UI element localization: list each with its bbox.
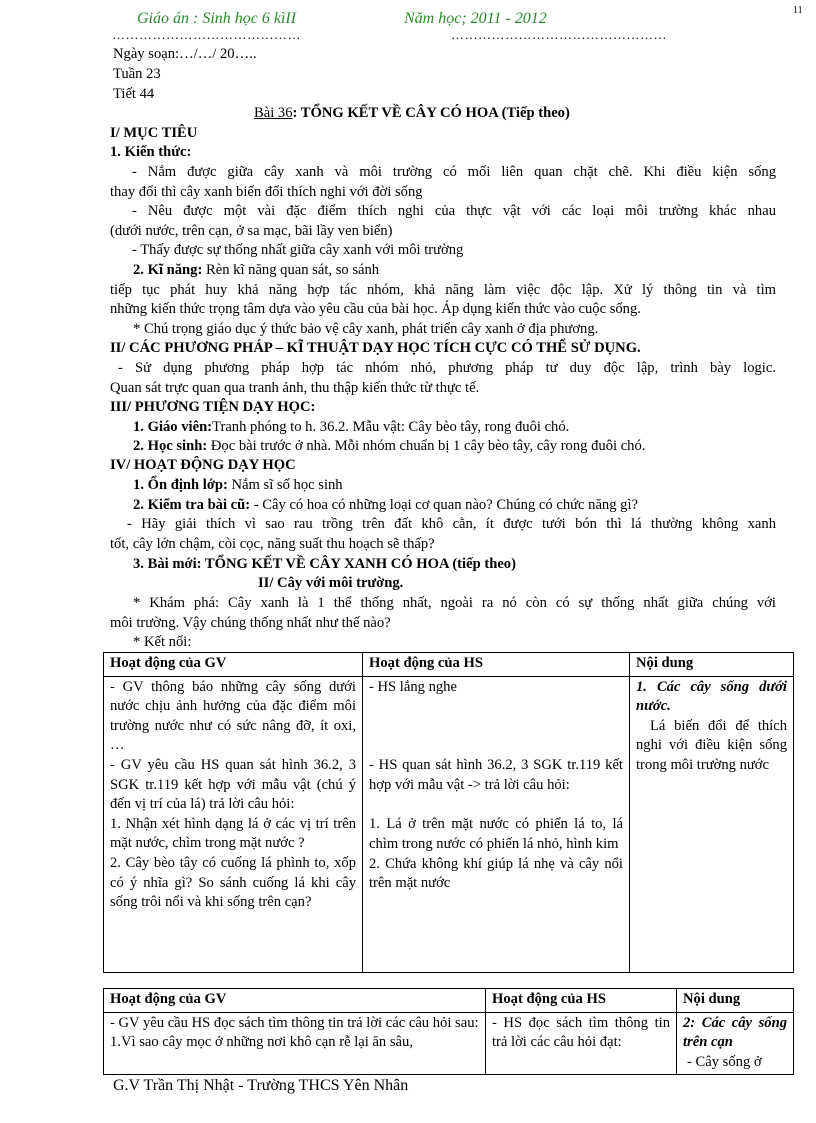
student-activity-item: 2. Chứa không khí giúp lá nhẹ và cây nổi trên mặt nước [369, 855, 623, 892]
teacher-line [133, 418, 569, 438]
class-org-label: 1. Ổn định lớp: [133, 477, 228, 493]
section-4-heading: IV/ HOẠT ĐỘNG DẠY HỌC [110, 457, 296, 473]
teacher-activity-item: 1. Nhận xét hình dạng lá ở các vị trí trên mặt nước, chìm trong mặt nước ? [110, 815, 356, 852]
teacher-activity-cell [104, 1012, 486, 1075]
method-line-1: - Sử dụng phương pháp hợp tác nhóm nhỏ, phương pháp tư duy độc lập, trình bày logic. [118, 360, 776, 376]
skill-2a: tiếp tục phát huy khả năng hợp tác nhóm, khả năng làm việc độc lập. Xử lý thông tin và tìm [110, 282, 776, 298]
teacher-activity-item: 1.Vì sao cây mọc ở những nơi khô cạn rễ lại ăn sâu, [110, 1034, 413, 1051]
check-label: 2. Kiểm tra bài cũ: [133, 497, 251, 513]
teacher-activity-cell [104, 676, 363, 972]
check-2b: tốt, cây lớn chậm, còi cọc, năng suất thu hoạch sẽ thấp? [110, 536, 435, 552]
method-line-2: Quan sát trực quan qua tranh ảnh, thu thập kiến thức từ thực tế. [110, 380, 480, 396]
student-activity-cell [363, 676, 630, 972]
skill-text: Rèn kĩ năng quan sát, so sánh [202, 262, 380, 278]
check-text: - Cây có hoa có những loại cơ quan nào? Chúng có chức năng gì? [250, 497, 639, 513]
student-line [133, 437, 645, 457]
header-dots-left: …………………………………… [112, 27, 301, 42]
student-activity-item: - HS quan sát hình 36.2, 3 SGK tr.119 kết hợp với mẫu vật -> trả lời câu hỏi: [369, 757, 623, 793]
lesson-title-text: : TỔNG KẾT VỀ CÂY CÓ HOA (Tiếp theo) [292, 105, 570, 121]
section-1-heading: I/ MỤC TIÊU [110, 125, 198, 141]
table-header-row [104, 989, 794, 1013]
student-activity-item: - HS đọc sách tìm thông tin trả lời các câu hỏi đạt: [492, 1014, 670, 1051]
lesson-number: Bài 36 [254, 105, 293, 121]
sub-heading: II/ Cây với môi trường. [258, 575, 404, 591]
skill-label: 2. Kĩ năng: [133, 262, 203, 278]
content-cell [630, 676, 794, 972]
knowledge-item-2a: - Nêu được một vài đặc điểm thích nghi của thực vật với các loại môi trường khác nhau [132, 203, 776, 219]
table-header-cell: Hoạt động của GV [104, 989, 486, 1013]
explore-line-a: * Khám phá: Cây xanh là 1 thể thống nhất, ngoài ra nó còn có sự thống nhất giữa chúng với [133, 595, 776, 611]
class-org-text: Nắm sĩ số học sinh [227, 477, 343, 493]
teacher-text: Tranh phóng to h. 36.2. Mẫu vật: Cây bèo tây, rong đuôi chó. [212, 419, 570, 435]
knowledge-item-3: - Thấy được sự thống nhất giữa cây xanh với môi trường [132, 242, 464, 258]
explore-line-b: môi trường. Vậy chúng thống nhất như thế nào? [110, 615, 391, 631]
student-activity-item: 1. Lá ở trên mặt nước có phiến lá to, lá chìm trong nước có phiến lá nhỏ, hình kim [369, 816, 623, 852]
teacher-activity-item: 2. Cây bèo tây có cuống lá phình to, xốp có ý nhĩa gì? So sánh cuống lá khi cây sống trôi nổi và khi sống trên cạn? [110, 854, 356, 911]
knowledge-item-1a: - Nắm được giữa cây xanh và môi trường có mối liên quan chặt chẽ. Khi điều kiện sống [132, 164, 776, 180]
header-subject: Giáo án : Sinh học 6 kìII [137, 10, 297, 27]
table-header-cell: Hoạt động của HS [363, 653, 630, 677]
date-line: Ngày soạn:…/…/ 20….. [113, 46, 257, 62]
period-line: Tiết 44 [113, 86, 155, 102]
table-header-cell: Hoạt động của HS [486, 989, 677, 1013]
knowledge-heading: 1. Kiến thức: [110, 144, 192, 160]
skill-line [133, 261, 379, 281]
activity-table-1 [103, 652, 794, 973]
footer-author: G.V Trần Thị Nhật - Trường THCS Yên Nhân [113, 1077, 409, 1094]
table-header-cell: Nội dung [630, 653, 794, 677]
new-lesson-text: TỔNG KẾT VỀ CÂY XANH CÓ HOA (tiếp theo) [201, 556, 516, 572]
table-header-cell: Hoạt động của GV [104, 653, 363, 677]
connect-line: * Kết nối: [133, 634, 192, 650]
check-2a: - Hãy giải thích vì sao rau trồng trên đất khô cằn, ít được tưới bón thì lá thường không xanh [127, 516, 776, 532]
section-2-heading: II/ CÁC PHƯƠNG PHÁP – KĨ THUẬT DẠY HỌC TÍCH CỰC CÓ THỂ SỬ DỤNG. [110, 340, 641, 356]
week-line: Tuần 23 [113, 66, 161, 82]
content-title: 2: Các cây sống trên cạn [683, 1014, 787, 1051]
header-school-year: Năm học; 2011 - 2012 [404, 10, 547, 27]
table-row [104, 676, 794, 972]
teacher-activity-item: - GV thông báo những cây sống dưới nước chịu ảnh hưởng của đặc điểm môi trường nước như có sức nâng đỡ, ít oxi, … [110, 678, 356, 754]
student-label: 2. Học sinh: [133, 438, 208, 454]
content-text: Lá biến đổi để thích nghi với điều kiện sống trong môi trường nước [636, 717, 787, 773]
table-row [104, 1012, 794, 1075]
teacher-label: 1. Giáo viên: [133, 419, 213, 435]
header-dots-right: ………………………………………… [451, 27, 667, 42]
student-text: Đọc bài trước ở nhà. Mỗi nhóm chuẩn bị 1 cây bèo tây, cây rong đuôi chó. [207, 438, 646, 454]
table-header-row [104, 653, 794, 677]
teacher-activity-item: - GV yêu cầu HS đọc sách tìm thông tin trả lời các câu hỏi sau: [110, 1014, 479, 1031]
check-line [133, 496, 638, 516]
class-org-line [133, 476, 343, 496]
section-3-heading: III/ PHƯƠNG TIỆN DẠY HỌC: [110, 399, 316, 415]
knowledge-item-2b: (dưới nước, trên cạn, ở sa mạc, bãi lầy ven biển) [110, 223, 393, 239]
activity-table-2 [103, 988, 794, 1075]
attitude-line: * Chú trọng giáo dục ý thức bảo vệ cây xanh, phát triển cây xanh ở địa phương. [133, 321, 599, 337]
content-cell [677, 1012, 794, 1075]
student-activity-item: - HS lắng nghe [369, 678, 457, 695]
table-header-cell: Nội dung [677, 989, 794, 1013]
student-activity-cell [486, 1012, 677, 1075]
teacher-activity-item: - GV yêu cầu HS quan sát hình 36.2, 3 SGK tr.119 kết hợp với mẫu vật (chú ý đến vị trí của lá) trả lời câu hỏi: [110, 756, 356, 813]
content-title: 1. Các cây sống dưới nước. [636, 678, 787, 715]
content-text: - Cây sống ở [687, 1053, 762, 1070]
skill-2b: những kiến thức trọng tâm dựa vào yêu cầu của bài học. Áp dụng kiến thức vào cuộc sống. [110, 301, 641, 317]
page-number: 11 [793, 5, 803, 16]
new-lesson-line [133, 555, 516, 575]
knowledge-item-1b: thay đổi thì cây xanh biến đổi thích nghi với đời sống [110, 184, 423, 200]
lesson-title [254, 104, 570, 124]
new-lesson-label: 3. Bài mới: [133, 556, 202, 572]
